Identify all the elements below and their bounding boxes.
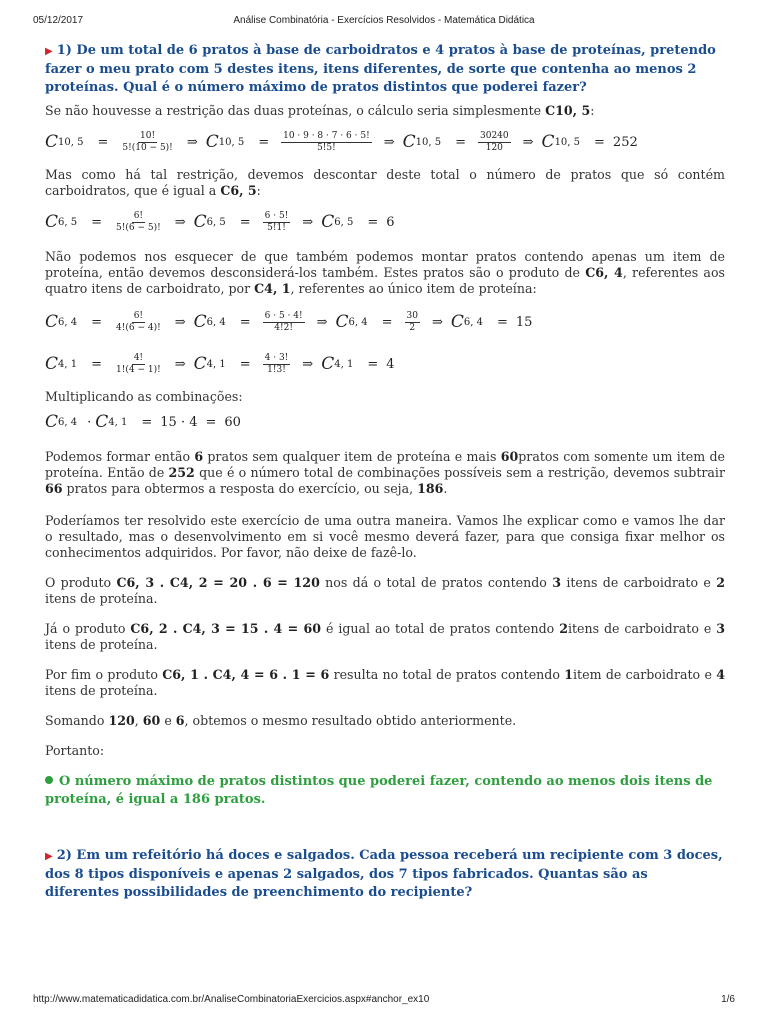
page-title: Análise Combinatória - Exercícios Resolvidos - Matemática Didática: [233, 15, 535, 26]
paragraph-9: Por fim o produto C6, 1 . C4, 4 = 6 . 1 = 6 resulta no total de pratos contendo 1item de carboidrato e 4 itens de proteína.: [45, 667, 726, 698]
equation-c10-5: C 10, 5 = $\frac{10!}{5!(10 - 5)!}$ ⇒ C 10, 5 = $\frac{10 \cdot 9 \cdot 8 \cdot 7 \cdot 6 \cdot 5!}{5!5!}$ ⇒ C 10, 5 = $\frac{30240}{120}$ ⇒ C 10, 5 = 252: [45, 130, 638, 153]
question-2: ▶ 2) Em um refeitório há doces e salgados. Cada pessoa receberá um recipiente com 3 doces, dos 8 tipos disponíveis e apenas 2 salgados, dos 7 tipos fabricados. Quantas são as diferentes possibilidades de preenchimento do recipiente?: [45, 848, 723, 900]
equation-c4-1: C 4, 1 = $\frac{4!}{1!(4 - 1)!}$ ⇒ C 4, 1 = $\frac{4 \cdot 3!}{1!3!}$ ⇒ C 4, 1 = 4: [45, 352, 395, 375]
question-1: ▶ 1) De um total de 6 pratos à base de carboidratos e 4 pratos à base de proteínas, pretendo fazer o meu prato com 5 destes itens, itens diferentes, de sorte que contenha ao menos 2 proteínas. Qual é o número máximo de pratos distintos que poderei fazer?: [45, 43, 716, 95]
page-header: [33, 15, 735, 29]
page-footer: [33, 994, 735, 1008]
page-number: 1/6: [721, 994, 735, 1005]
paragraph-1: Se não houvesse a restrição das duas proteínas, o cálculo seria simplesmente C10, 5:: [45, 103, 595, 118]
answer: O número máximo de pratos distintos que poderei fazer, contendo ao menos dois itens de proteína, é igual a 186 pratos.: [45, 774, 713, 807]
paragraph-5: Podemos formar então 6 pratos sem qualquer item de proteína e mais 60pratos com somente um item de proteína. Então de 252 que é o número total de combinações possíveis sem a restrição, devemos subtrair 66 pratos para obtermos a resposta do exercício, ou seja, 186.: [45, 449, 725, 496]
paragraph-6: Poderíamos ter resolvido este exercício de uma outra maneira. Vamos lhe explicar como e vamos lhe dar o resultado, mas o desenvolvimento em si você mesmo deverá fazer, para que consiga fixar melhor os conhecimentos adquiridos. Por favor, não deixe de fazê-lo.: [45, 513, 725, 560]
result-value: 15: [515, 314, 533, 330]
result-value: 4: [386, 356, 395, 372]
paragraph-4: Multiplicando as combinações:: [45, 389, 243, 404]
result-value: 6: [386, 214, 395, 230]
equation-c6-4: C 6, 4 = $\frac{6!}{4!(6 - 4)!}$ ⇒ C 6, 4 = $\frac{6 \cdot 5 \cdot 4!}{4!2!}$ ⇒ C 6, 4 = $\frac{30}{2}$ ⇒ C 6, 4 = 15: [45, 310, 533, 333]
equation-product: C 6, 4 · C 4, 1 = 15 · 4 = 60: [45, 412, 241, 432]
paragraph-2: Mas como há tal restrição, devemos descontar deste total o número de pratos que só contém carboidratos, que é igual a C6, 5:: [45, 167, 725, 198]
triangle-right-icon: ▶: [45, 851, 53, 862]
paragraph-3: Não podemos nos esquecer de que também podemos montar pratos contendo apenas um item de proteína, então devemos desconsiderá-los também. Estes pratos são o produto de C6, 4, referentes aos quatro itens de carboidrato, por C4, 1, referentes ao único item de proteína:: [45, 249, 725, 296]
paragraph-10: Somando 120, 60 e 6, obtemos o mesmo resultado obtido anteriormente.: [45, 713, 517, 728]
page-url: http://www.matematicadidatica.com.br/AnaliseCombinatoriaExercicios.aspx#anchor_ex10: [33, 994, 430, 1005]
result-value: 252: [612, 134, 638, 150]
result-value: 60: [224, 414, 241, 430]
equation-c6-5: C 6, 5 = $\frac{6!}{5!(6 - 5)!}$ ⇒ C 6, 5 = $\frac{6 \cdot 5!}{5!1!}$ ⇒ C 6, 5 = 6: [45, 210, 395, 233]
paragraph-7: O produto C6, 3 . C4, 2 = 20 . 6 = 120 nos dá o total de pratos contendo 3 itens de carboidrato e 2 itens de proteína.: [45, 575, 725, 606]
article-content: [45, 42, 725, 908]
paragraph-11: Portanto:: [45, 743, 105, 758]
triangle-right-icon: ▶: [45, 46, 53, 57]
print-date: 05/12/2017: [33, 15, 84, 26]
paragraph-8: Já o produto C6, 2 . C4, 3 = 15 . 4 = 60 é igual ao total de pratos contendo 2itens de carboidrato e 3 itens de proteína.: [45, 621, 725, 652]
green-dot-icon: [45, 776, 53, 784]
